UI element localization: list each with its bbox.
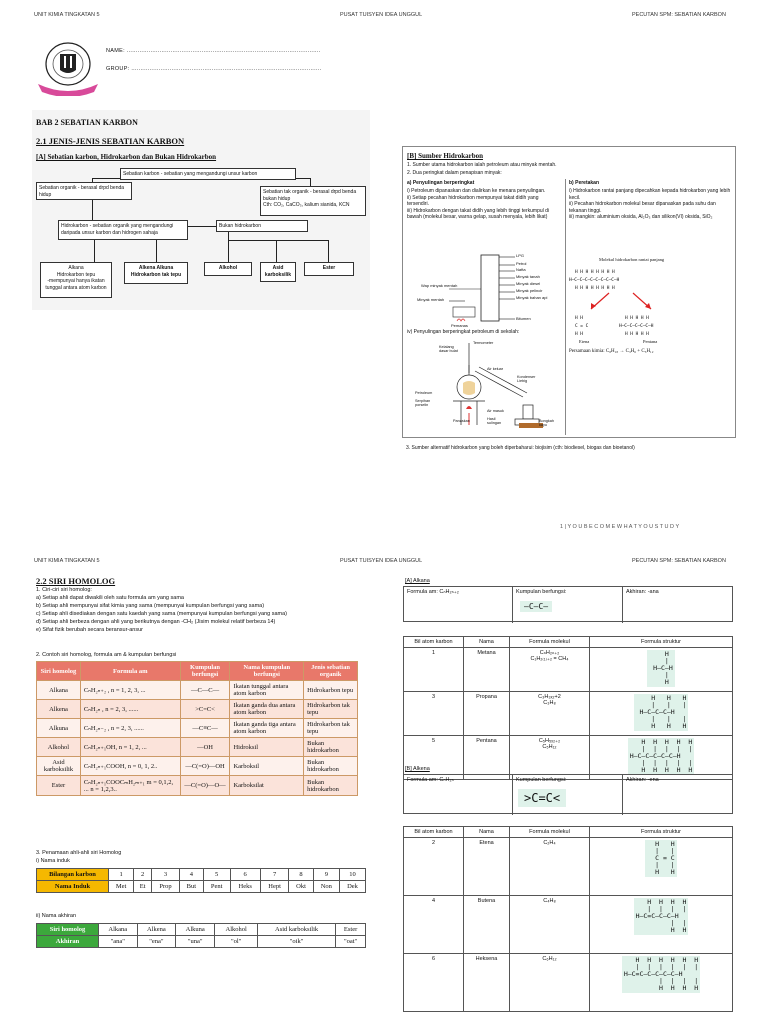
lab-label-kelalang: Kelalang dasar bulat [439,345,458,353]
tower-label-nafta: Nafta [516,267,526,272]
lab-label-kondenser: Kondenser Liebig [517,375,536,383]
alkana-formula: Formula am: CₙH₂ₙ₊₂ [407,589,459,595]
intro-1: a) Setiap ahli dapat diwakili oleh satu formula am yang sama [36,595,184,601]
tower-label-bitumen: Bitumen [516,316,531,321]
series-cell: Alkuna [176,924,215,936]
homo-cell: CₙH₂ₙ₊₁OH, n = 1, 2, ... [80,738,180,757]
carbon-cell: 2 [134,869,152,881]
formula-cell: CₙH₂ₙ₊₂ C₁H₂₍₁₎₊₂ = CH₄ [510,648,590,692]
nama-induk-table [36,868,366,893]
lab-label-hasil: Hasil sulingan [487,417,502,425]
group-field[interactable]: GROUP: ........................................................................................................ [106,66,322,72]
homo-header-2: Kumpulan berfungsi [180,662,230,681]
alkena-suffix: Akhiran: -ena [626,777,659,783]
akhiran-cell: "ol" [215,936,258,948]
svg-text:C = C: C = C [575,324,589,329]
sub-a-title: [A] Sebatian karbon, Hidrokarbon dan Bukan Hidrokarbon [36,153,217,161]
cracking-diagram [569,265,735,345]
induk-cell: Hept [260,881,289,893]
akhiran-cell: "una" [176,936,215,948]
alkena-section-title: [B] Alkena [405,766,430,772]
akhiran-cell: "oik" [258,936,336,948]
structural-formula: H H | | C = C | | H H [645,840,676,877]
alkena-group-symbol: >C=C< [518,789,566,807]
name-cell: Etena [464,838,510,896]
n-cell: 5 [404,736,464,780]
lab-label-bongkah: Bongkah kayu [539,419,554,427]
formula-cell: C₄H₈ [510,896,590,954]
lab-label-air-masuk: Air masuk [487,409,504,413]
tree-nonhydrocarbon: Bukan hidrokarbon [216,220,308,232]
col-header-struct: Formula struktur [590,827,733,838]
section-title: 2.1 JENIS-JENIS SEBATIAN KARBON [36,136,185,146]
section-title: 2.2 SIRI HOMOLOG [36,576,116,586]
carbon-cell: 1 [109,869,134,881]
svg-text:H H H H H: H H H H H [625,316,649,321]
homo-cell: Alkana [37,681,81,700]
tower-label-bahan-api: Minyak bahan api [516,295,548,300]
header-left: UNIT KIMIA TINGKATAN 5 [34,558,100,564]
homo-cell: Ikatan tunggal antara atom karbon [230,681,304,700]
col-b-text: i) Hidrokarbon rantai panjang dipecahkan kepada hidrokarbon yang lebih kecil. ii) Pecahan hidrokarbon molekul besar dipanaskan pada suhu dan tekanan tinggi. iii) mangkin: aluminium oksida, Al₂O₃ dan silikon(VI) oksida, SiO₂ [569,188,731,220]
tower-left-mentah: Minyak mentah [417,297,445,302]
n-cell: 6 [404,954,464,1012]
tree-alkena-alkuna: Alkena Alkuna Hidrokarbon tak tepu [124,262,188,284]
tree-ester: Ester [304,262,354,276]
homo-cell: Hidrokarbon tak tepu [304,700,358,719]
svg-text:H H H H H H H H: H H H H H H H H [575,286,615,291]
carbon-cell: 8 [289,869,313,881]
alkena-formula: Formula am: CₙH₂ₙ [407,777,454,783]
homo-cell: Hidrokarbon tepu [304,681,358,700]
homo-cell: CₙH₂ₙ , n = 2, 3, ...... [80,700,180,719]
table-row [404,637,733,648]
n-cell: 2 [404,838,464,896]
school-logo [36,40,100,96]
intro-0: 1. Ciri-ciri siri homolog: [36,587,92,593]
series-row-label: Siri homolog [37,924,99,936]
homo-header-3: Nama kumpulan berfungsi [230,662,304,681]
tree-alkana: Alkana Hidrokarbon tepu -mempunyai hanya ikatan tunggal antara atom karbon [40,262,112,298]
akhiran-table [36,923,366,948]
header-right: PECUTAN SPM: SEBATIAN KARBON [632,12,726,18]
svg-text:H H: H H [575,332,583,337]
akhiran-caption: ii) Nama akhiran [36,913,77,919]
tower-label-pelincir: Minyak pelincir [516,288,543,293]
svg-text:H H H H H H H H: H H H H H H H H [575,270,615,275]
homo-cell: —C(=O)—OH [180,757,230,776]
induk-cell: Heks [230,881,260,893]
cracking-etena-label: Etena [579,339,590,344]
alkena-table [403,826,733,1012]
homo-cell: Ikatan ganda tiga antara atom karbon [230,719,304,738]
formula-cell: C₂H₄ [510,838,590,896]
induk-cell: Prop [151,881,179,893]
structural-formula: H H H | | | H—C—C—C—H | | | H H H [634,694,689,731]
homo-cell: Alkena [37,700,81,719]
b-line-1: 1. Sumber utama hidrokarbon ialah petroleum atau minyak mentah. [407,162,557,168]
lab-label-termometer: Termometer [473,341,494,345]
alkana-table [403,636,733,780]
induk-cell: Pent [203,881,230,893]
tower-label-petrol: Petrol [516,261,527,266]
col-a-text: i) Petroleum dipanaskan dan dialirkan ke menara penyulingan. ii) Setiap pecahan hidrokarbon mempunyai takat didih yang tersendiri. iii) Hidrokarbon dengan takat didih yang lebih tinggi terkumpul di bawah (molekul besar, warna gelap, susah menyala, lebih likat) [407,188,550,220]
table-row [404,827,733,838]
homo-cell: >C=C< [180,700,230,719]
name-cell: Propana [464,692,510,736]
structural-formula: H H H H H H | | | | | | H—C=C—C—C—C—C—H | | | | H H H H [623,956,699,992]
naming-caption-0: 3. Penamaan ahli-ahli siri Homolog [36,850,122,856]
akhiran-row-label: Akhiran [37,936,99,948]
col-header-formula: Formula molekul [510,637,590,648]
alkana-group: Kumpulan berfungsi: [516,589,567,595]
formula-cell: C₃H₃ₓ₂+2 C₃H₈ [510,692,590,736]
table-row [37,776,358,796]
alkana-suffix: Akhiran: -ana [626,589,659,595]
carbon-cell: 4 [180,869,204,881]
series-cell: Alkohol [215,924,258,936]
akhiran-cell: "ena" [137,936,176,948]
col-a-title: a) Penyulingan berperingkat [407,180,475,186]
table-row [37,700,358,719]
series-cell: Ester [336,924,366,936]
homo-cell: Bukan hidrokarbon [304,757,358,776]
carbon-cell: 5 [203,869,230,881]
series-cell: Alkana [99,924,138,936]
name-field[interactable]: NAME: .......................................................................................................... [106,48,321,54]
homo-cell: Alkuna [37,719,81,738]
tower-label-lpg: LPG [516,253,525,258]
homo-cell: CₙH₂ₙ₊₁COOH, n = 0, 1, 2.. [80,757,180,776]
header-left: UNIT KIMIA TINGKATAN 5 [34,12,100,18]
col-divider [565,179,566,435]
series-cell: Alkena [137,924,176,936]
name-cell: Metana [464,648,510,692]
page-2 [0,548,768,1024]
homo-cell: CₙH₂ₙ₋₂ , n = 2, 3, ...... [80,719,180,738]
homo-header-0: Siri homolog [37,662,81,681]
alkana-group-symbol: —C—C— [520,601,552,612]
table-row [37,757,358,776]
tree-organic: Sebatian organik - berasal drpd benda hidup [36,182,132,200]
n-cell: 1 [404,648,464,692]
induk-cell: Met [109,881,134,893]
table-row [404,954,733,1012]
table-row [404,648,733,692]
tower-left-pemanas: Pemanas [451,323,468,328]
col-header-name: Nama [464,827,510,838]
induk-cell: But [180,881,204,893]
homo-cell: Ester [37,776,81,796]
table2-caption: 2. Contoh siri homolog, formula am & kumpulan berfungsi [36,652,177,658]
tree-root: Sebatian karbon - sebatian yang mengandungi unsur karbon [120,168,296,180]
induk-cell: Et [134,881,152,893]
name-cell: Butena [464,896,510,954]
lab-label-air-keluar: Air keluar [487,367,504,371]
col-header-formula: Formula molekul [510,827,590,838]
lab-label-panaskan: Panaskan [453,419,470,423]
tree-inorganic: Sebatian tak organik - berasal drpd benda bukan hidup Cth: CO₂, CaCO₃, kalium sianida, KCN [260,186,366,216]
homo-cell: Karboksilat [230,776,304,796]
induk-cell: Dek [340,881,366,893]
col-header-struct: Formula struktur [590,637,733,648]
homo-cell: —C≡C— [180,719,230,738]
col-header-n: Bil atom karbon [404,637,464,648]
table-row [37,881,366,893]
homo-cell: Bukan hidrokarbon [304,738,358,757]
name-cell: Pentana [464,736,510,780]
page-footer: 1 | Y O U B E C O M E W H A T Y O U S T U D Y [560,524,680,530]
sheet-right [402,146,736,438]
induk-cell: Non [313,881,339,893]
homo-cell: —OH [180,738,230,757]
table-row [404,692,733,736]
header-center: PUSAT TUISYEN IDEA UNGGUL [340,12,423,18]
table-row [37,719,358,738]
akhiran-cell: "oat" [336,936,366,948]
homo-header-4: Jenis sebatian organik [304,662,358,681]
akhiran-cell: "ana" [99,936,138,948]
col-b-title: b) Peretakan [569,180,600,186]
header-right: PECUTAN SPM: SEBATIAN KARBON [632,558,726,564]
formula-cell: C₆H₁₂ [510,954,590,1012]
series-cell: Asid karboksilik [258,924,336,936]
lab-label-petroleum: Petroleum [415,391,433,395]
table-row [37,738,358,757]
svg-text:H—C—C—C—C—C—H: H—C—C—C—C—C—H [619,324,654,329]
svg-text:H—C—C—C—C—C—C—C—C—H: H—C—C—C—C—C—C—C—C—H [569,278,620,283]
name-cell: Heksena [464,954,510,1012]
table-row [37,936,366,948]
homo-cell: Asid karboksilik [37,757,81,776]
cracking-title: Molekul hidrokarbon rantai panjang [599,257,665,262]
carbon-cell: 3 [151,869,179,881]
induk-row-label: Nama Induk [37,881,109,893]
alt-source: 3. Sumber alternatif hidrokarbon yang boleh diperbaharui: biojisim (cth: biodiesel, biogas dan bioetanol) [406,445,635,451]
alkana-section-title: [A] Alkana [405,578,430,584]
tower-label-diesel: Minyak diesel [516,281,541,286]
col-header-n: Bil atom karbon [404,827,464,838]
sub-b-title: [B] Sumber Hidrokarbon [407,152,483,160]
n-cell: 4 [404,896,464,954]
induk-cell: Okt [289,881,313,893]
table-row [37,681,358,700]
homo-cell: CₙH₂ₙ₊₁COOCₘH₂ₘ₊₁ m = 0,1,2, ... n = 1,2,3.. [80,776,180,796]
homo-cell: Ikatan ganda dua antara atom karbon [230,700,304,719]
carbon-cell: 6 [230,869,260,881]
homo-cell: Bukan hidrokarbon [304,776,358,796]
homo-cell: —C—C— [180,681,230,700]
homo-cell: CₙH₂ₙ₊₂ , n = 1, 2, 3, ... [80,681,180,700]
carbon-cell: 9 [313,869,339,881]
structural-formula: H H H H H | | | | | H—C—C—C—C—C—H | | | | | H H H H H [629,738,693,774]
tower-left-wap: Wap minyak mentah [421,283,458,288]
cracking-pentana-label: Pentana [643,339,658,344]
formula-cell: C₅H₅ₓ₂₊₂ C₅H₁₂ [510,736,590,780]
carbon-cell: 10 [340,869,366,881]
intro-2: b) Setiap ahli mempunyai sifat kimia yang sama (mempunyai kumpulan berfungsi yang sama) [36,603,265,609]
tree-asid: Asid karboksilik [260,262,296,282]
alkena-info-box [403,774,733,814]
chapter-title: BAB 2 SEBATIAN KARBON [36,118,138,127]
header-center: PUSAT TUISYEN IDEA UNGGUL [340,558,423,564]
structural-formula: H H H H | | | | H—C=C—C—C—H | | H H [635,898,687,934]
naming-caption-1: i) Nama induk [36,858,70,864]
table-row [404,736,733,780]
structural-formula: H | H—C—H | H [647,650,674,687]
table-row [404,838,733,896]
intro-3: c) Setiap ahli disediakan dengan satu kaedah yang sama (mempunyai kumpulan berfungsi yang sama) [36,611,288,617]
svg-text:H H: H H [575,316,583,321]
tree-hydrocarbon: Hidrokarbon - sebatian organik yang mengandungi daripada unsur karbon dan hidrogen sahaja [58,220,188,240]
tree-alkohol: Alkohol [204,262,252,276]
carbon-cell: 7 [260,869,289,881]
alkana-info-box [403,586,733,622]
sheet-left [32,110,370,310]
col-header-name: Nama [464,637,510,648]
lab-caption: iv) Penyulingan berperingkat petroleum di sekolah: [407,329,520,335]
n-cell: 3 [404,692,464,736]
lab-label-serpihan: Serpihan porselin [415,399,431,407]
table-row [404,896,733,954]
homo-cell: Karboksil [230,757,304,776]
homo-cell: Hidroksil [230,738,304,757]
intro-5: e) Sifat fizik berubah secara beransur-ansur [36,627,143,633]
b-line-2: 2. Dua peringkat dalam penapisan minyak: [407,170,502,176]
homo-header-1: Formula am [80,662,180,681]
tower-label-minyak-tanah: Minyak tanah [516,274,540,279]
carbon-row-label: Bilangan karbon [37,869,109,881]
cracking-equation: Persamaan kimia: C₈H₁₈ → C₃H₆ + C₅H₁₂ [569,349,654,354]
homo-cell: Alkohol [37,738,81,757]
table-row [37,924,366,936]
homo-cell: —C(=O)—O— [180,776,230,796]
homolog-table [36,661,358,796]
intro-4: d) Setiap ahli berbeza dengan ahli yang berikutnya dengan -CH₂ (Jisim molekul relatif berbeza 14) [36,619,276,625]
alkena-group: Kumpulan berfungsi: [516,777,567,783]
table-row [37,869,366,881]
svg-text:H H H H H: H H H H H [625,332,649,337]
homo-cell: Hidrokarbon tak tepu [304,719,358,738]
